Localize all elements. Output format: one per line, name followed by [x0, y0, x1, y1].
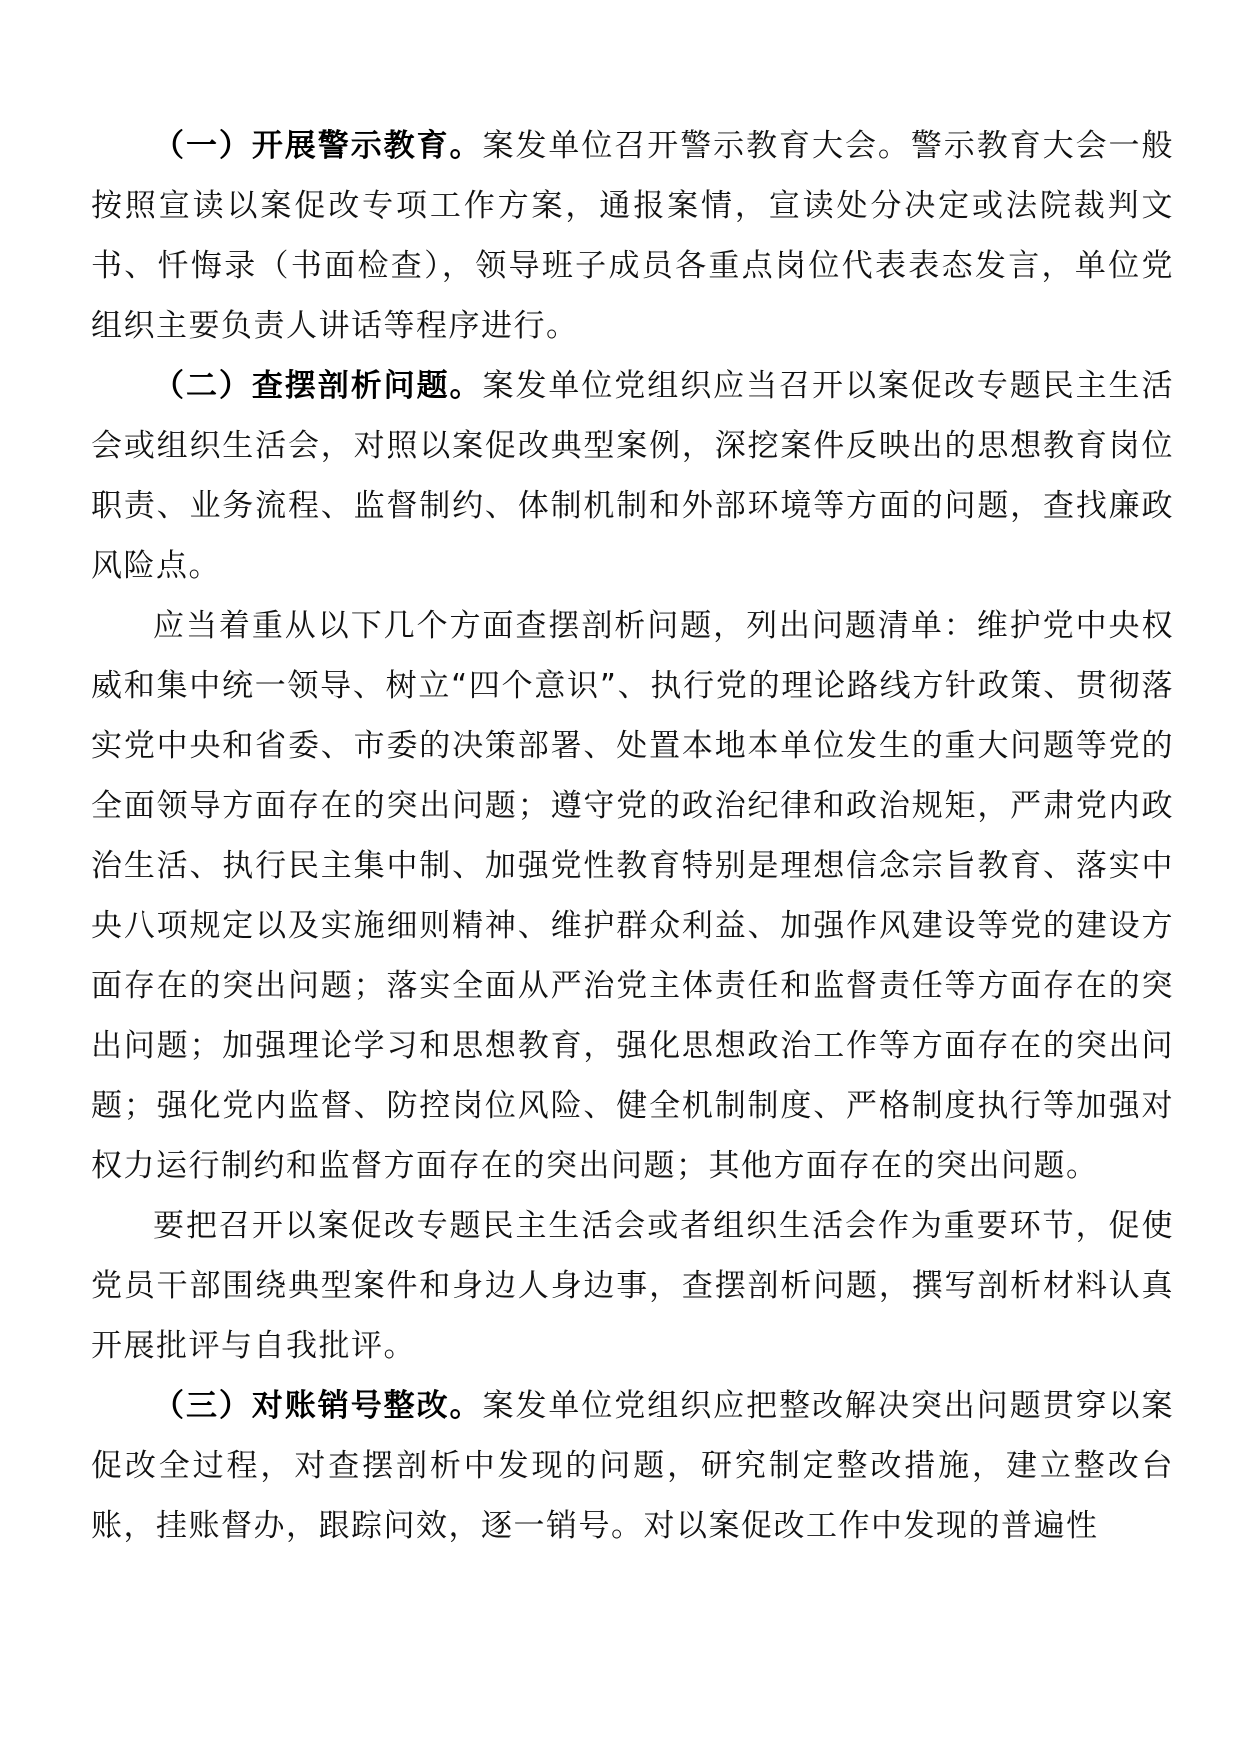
paragraph-democratic-life-meeting	[91, 1196, 1174, 1376]
paragraph-warning-education	[91, 116, 1174, 356]
section-heading: （一）开展警示教育。	[153, 128, 483, 164]
paragraph-rectification	[91, 1376, 1174, 1556]
section-heading: （二）查摆剖析问题。	[153, 368, 483, 404]
paragraph-text: 案发单位党组织应把整改解决突出问题贯穿以案促改全过程，对查摆剖析中发现的问题，研究制定整改措施，建立整改台账，挂账督办，跟踪问效，逐一销号。对以案促改工作中发现的普遍性	[91, 1388, 1174, 1544]
paragraph-problem-list	[91, 596, 1174, 1196]
paragraph-problem-analysis	[91, 356, 1174, 596]
section-heading: （三）对账销号整改。	[153, 1388, 483, 1424]
paragraph-text: 案发单位党组织应当召开以案促改专题民主生活会或组织生活会，对照以案促改典型案例，深挖案件反映出的思想教育岗位职责、业务流程、监督制约、体制机制和外部环境等方面的问题，查找廉政风险点。	[91, 368, 1174, 584]
paragraph-text: 要把召开以案促改专题民主生活会或者组织生活会作为重要环节，促使党员干部围绕典型案件和身边人身边事，查摆剖析问题，撰写剖析材料认真开展批评与自我批评。	[91, 1208, 1174, 1364]
paragraph-text: 应当着重从以下几个方面查摆剖析问题，列出问题清单：维护党中央权威和集中统一领导、树立“四个意识”、执行党的理论路线方针政策、贯彻落实党中央和省委、市委的决策部署、处置本地本单位发生的重大问题等党的全面领导方面存在的突出问题；遵守党的政治纪律和政治规矩，严肃党内政治生活、执行民主集中制、加强党性教育特别是理想信念宗旨教育、落实中央八项规定以及实施细则精神、维护群众利益、加强作风建设等党的建设方面存在的突出问题；落实全面从严治党主体责任和监督责任等方面存在的突出问题；加强理论学习和思想教育，强化思想政治工作等方面存在的突出问题；强化党内监督、防控岗位风险、健全机制制度、严格制度执行等加强对权力运行制约和监督方面存在的突出问题；其他方面存在的突出问题。	[91, 608, 1174, 1184]
paragraph-text: 案发单位召开警示教育大会。警示教育大会一般按照宣读以案促改专项工作方案，通报案情，宣读处分决定或法院裁判文书、忏悔录（书面检查），领导班子成员各重点岗位代表表态发言，单位党组织主要负责人讲话等程序进行。	[91, 128, 1174, 344]
document-body	[91, 116, 1174, 1556]
